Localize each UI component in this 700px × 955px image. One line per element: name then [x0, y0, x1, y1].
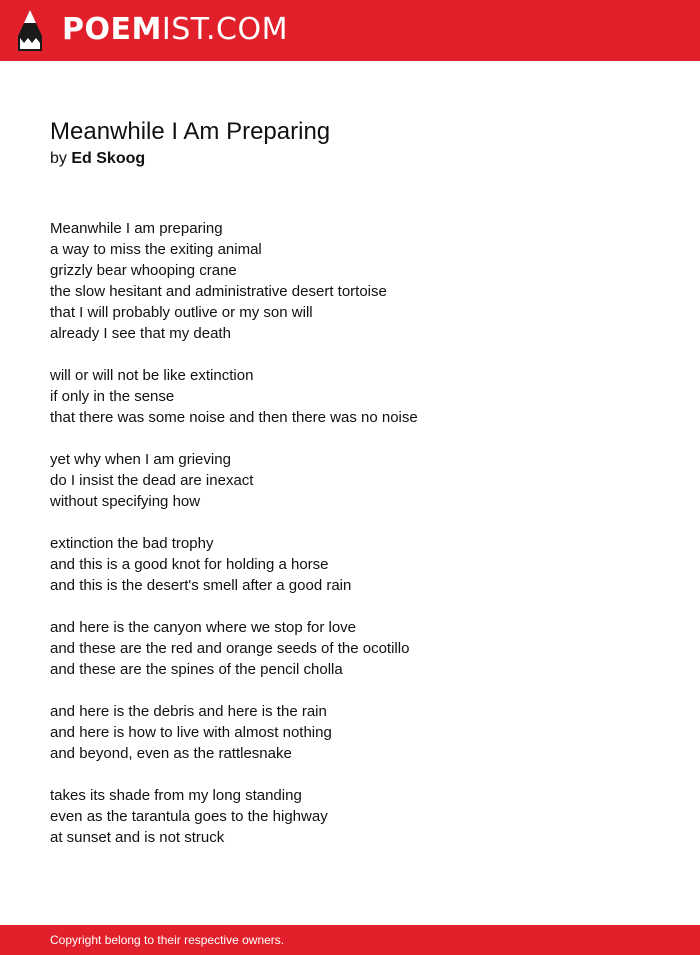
poem-line: and here is the canyon where we stop for love [50, 619, 357, 636]
poem-line: if only in the sense [50, 388, 175, 405]
poem-line: do I insist the dead are inexact [50, 472, 254, 489]
author-name[interactable]: Ed Skoog [71, 150, 146, 167]
poem-line: that I will probably outlive or my son will [50, 304, 313, 321]
poem-line: extinction the bad trophy [50, 535, 214, 552]
poem-line: at sunset and is not struck [50, 829, 225, 846]
stanza [50, 785, 670, 848]
byline [50, 148, 145, 170]
stanza [50, 617, 670, 680]
poem-line: a way to miss the exiting animal [50, 241, 262, 258]
site-header [0, 0, 700, 61]
poem-line: the slow hesitant and administrative desert tortoise [50, 283, 387, 300]
poem-line: and beyond, even as the rattlesnake [50, 745, 292, 762]
stanza [50, 449, 670, 512]
poem-line: already I see that my death [50, 325, 231, 342]
stanza [50, 365, 670, 428]
stanza [50, 218, 670, 344]
poem-line: and here is how to live with almost nothing [50, 724, 332, 741]
by-label: by [50, 150, 67, 167]
poem-line: yet why when I am grieving [50, 451, 231, 468]
poem-line: that there was some noise and then there was no noise [50, 409, 418, 426]
poem-line: and this is a good knot for holding a horse [50, 556, 329, 573]
poem-line: and this is the desert's smell after a good rain [50, 577, 352, 594]
pencil-icon[interactable] [18, 10, 42, 51]
stanza [50, 701, 670, 764]
site-logo-text[interactable] [62, 11, 288, 49]
site-footer [0, 925, 700, 955]
stanza [50, 533, 670, 596]
poem-line: grizzly bear whooping crane [50, 262, 237, 279]
poem-line: Meanwhile I am preparing [50, 220, 223, 237]
brand-bold: POEM [62, 12, 162, 47]
brand-light: IST.COM [161, 12, 288, 47]
poem-body [50, 218, 670, 869]
copyright-text: Copyright belong to their respective owners. [50, 933, 285, 947]
poem-line: and these are the red and orange seeds of the ocotillo [50, 640, 410, 657]
poem-line: and here is the debris and here is the rain [50, 703, 327, 720]
poem-line: takes its shade from my long standing [50, 787, 302, 804]
poem-title: Meanwhile I Am Preparing [50, 118, 331, 145]
poem-line: will or will not be like extinction [50, 367, 254, 384]
poem-line: and these are the spines of the pencil cholla [50, 661, 343, 678]
poem-line: without specifying how [50, 493, 201, 510]
poem-line: even as the tarantula goes to the highway [50, 808, 328, 825]
